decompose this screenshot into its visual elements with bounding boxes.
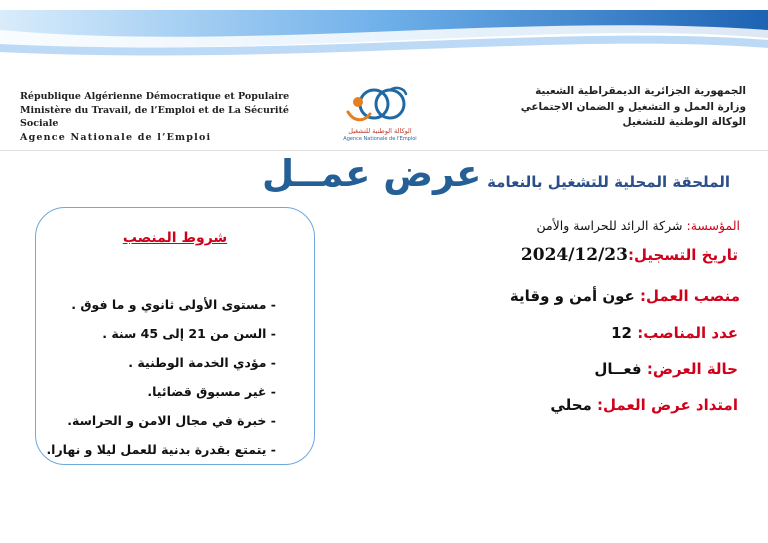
registration-date-value: 2024/12/23 [520,245,628,265]
detail-organization [536,218,740,233]
offer-status-label: حالة العرض: [646,360,738,378]
offer-status-value: فعــال [594,360,647,378]
registration-date-label: تاريخ التسجيل: [627,246,738,264]
header-arabic-block [436,84,746,131]
offer-scope-label: امتداد عرض العمل: [597,396,738,414]
logo-caption-french: Agence Nationale de l'Emploi [343,136,417,142]
header-fr-line-agency: Agence Nationale de l’Emploi [20,131,212,143]
header-ar-line-republic: الجمهورية الجزائرية الديمقراطية الشعبية [535,85,746,97]
header-ar-line-ministry: وزارة العمل و التشغيل و الضمان الاجتماعي [520,100,746,113]
header-ar-line-agency: الوكالة الوطنية للتشغيل [622,116,746,128]
job-conditions-box [35,207,315,465]
header-wave-banner [0,0,768,60]
detail-offer-status [594,360,738,378]
organization-value: شركة الرائد للحراسة والأمن [536,218,687,233]
positions-count-value: 12 [611,324,638,342]
header-fr-line-republic: République Algérienne Démocratique et Populaire [20,91,290,102]
header-fr-line-ministry: Ministère du Travail, de l’Emploi et de La Sécurité Sociale [20,104,289,129]
offer-title: عرض عمــل [262,152,482,195]
logo-caption-arabic: الوكالة الوطنية للتشغيل [348,127,412,135]
condition-item: - مؤدي الخدمة الوطنية . [128,355,276,370]
agency-name: الملحقة المحلية للتشغيل بالنعامة [487,173,730,191]
condition-item: - السن من 21 إلى 45 سنة . [102,326,276,341]
position-label: منصب العمل: [640,287,740,305]
position-value: عون أمن و وقاية [509,287,641,305]
condition-item: - مستوى الأولى ثانوي و ما فوق . [71,297,276,312]
condition-item: - يتمتع بقدرة بدنية للعمل ليلا و نهارا. [46,442,276,457]
detail-offer-scope [550,396,738,414]
condition-item: - خبرة في مجال الامن و الحراسة. [67,413,276,428]
job-conditions-title: شروط المنصب [122,230,228,246]
header-french-block [20,90,330,144]
detail-position [510,287,740,305]
offer-scope-value: محلي [550,396,598,414]
positions-count-label: عدد المناصب: [637,324,738,342]
detail-positions-count [611,324,738,342]
job-conditions-list [36,290,276,464]
header-divider [0,150,768,151]
condition-item: - غير مسبوق قضائيا. [147,384,276,399]
detail-registration-date [521,245,738,265]
organization-label: المؤسسة: [686,218,740,233]
